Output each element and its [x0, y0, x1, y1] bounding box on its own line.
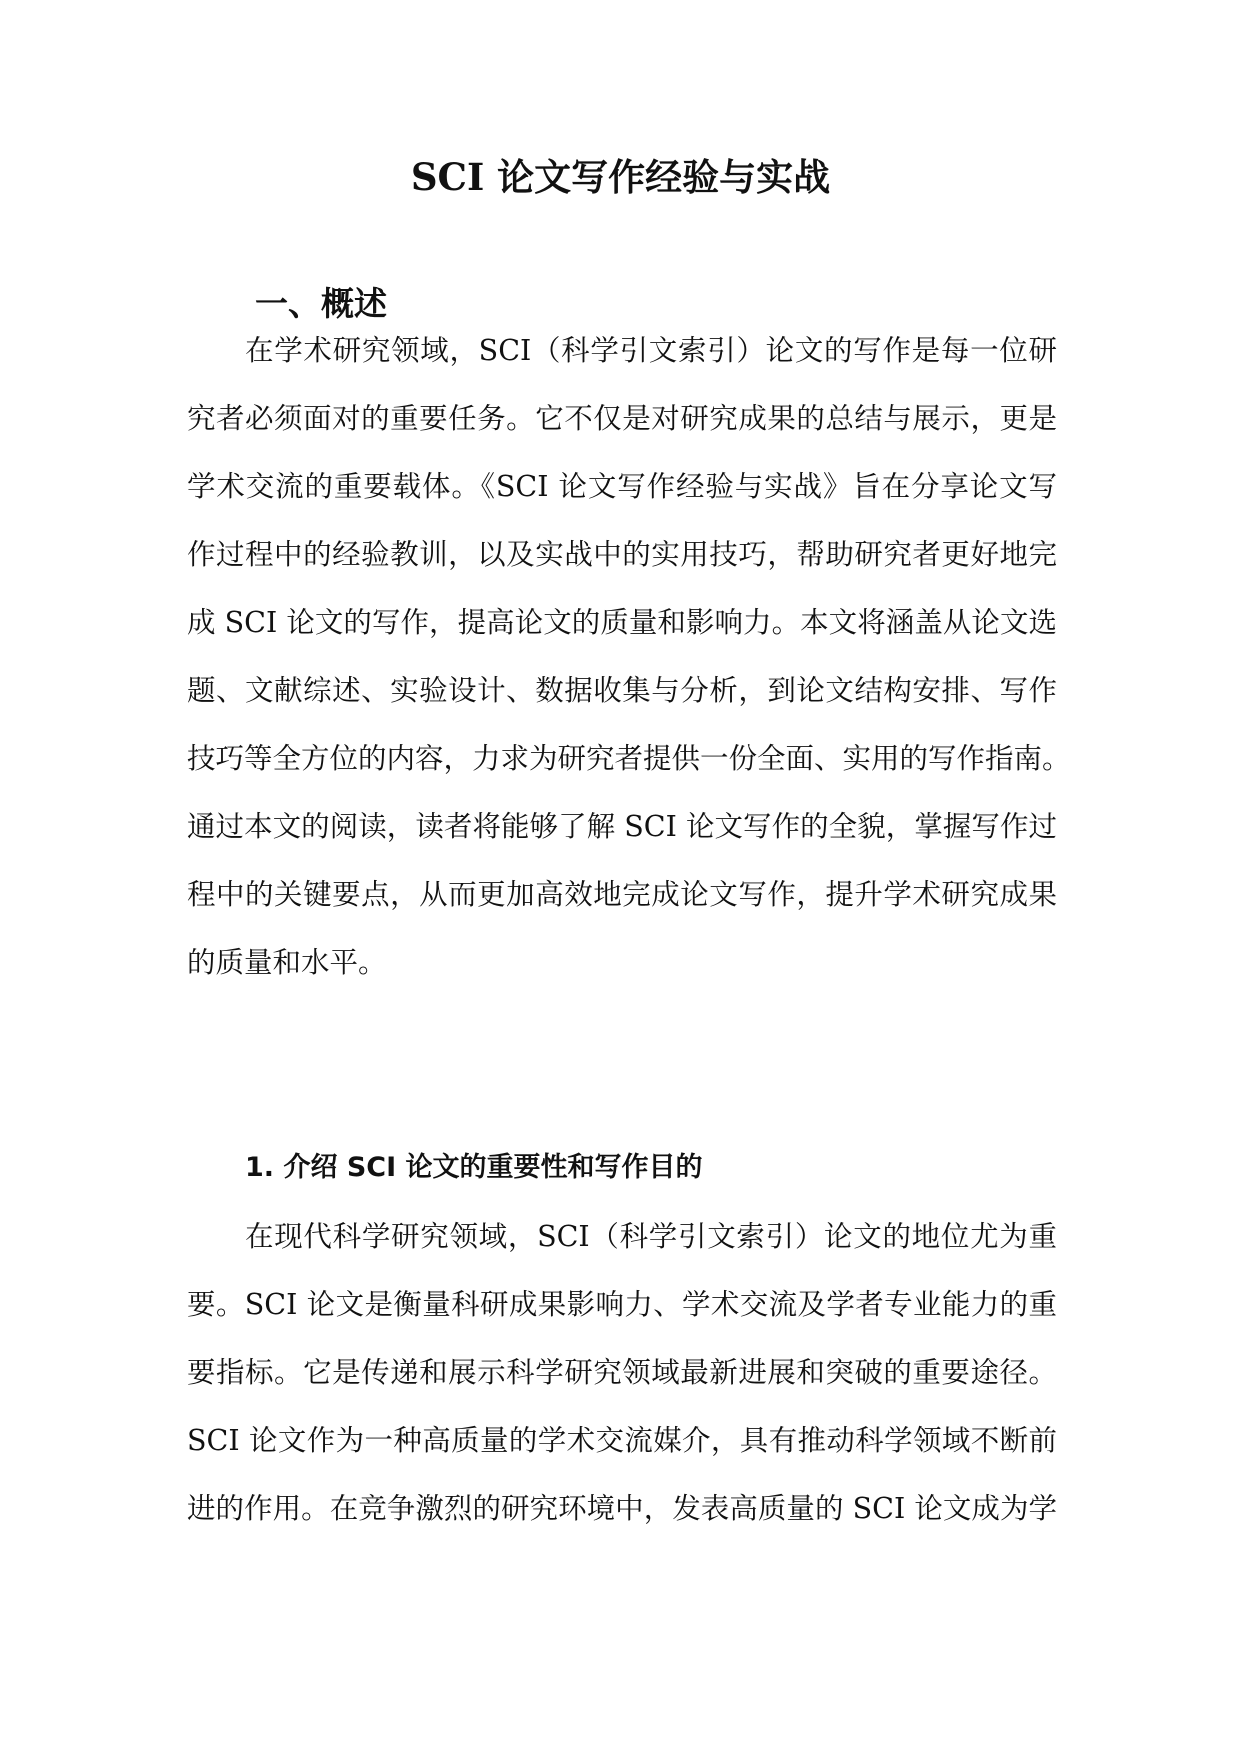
section-heading-overview: 一、概述 [255, 284, 387, 323]
paragraph-line: 在现代科学研究领域，SCI（科学引文索引）论文的地位尤为重 [245, 1220, 1057, 1253]
paragraph-line: 的质量和水平。 [187, 946, 387, 979]
paragraph-line: 在学术研究领域，SCI（科学引文索引）论文的写作是每一位研 [245, 334, 1057, 367]
paragraph-line: 学术交流的重要载体。《SCI 论文写作经验与实战》旨在分享论文写 [187, 470, 1057, 503]
paragraph-line: SCI 论文作为一种高质量的学术交流媒介，具有推动科学领域不断前 [187, 1424, 1057, 1457]
paragraph-line: 究者必须面对的重要任务。它不仅是对研究成果的总结与展示，更是 [187, 402, 1057, 435]
paragraph-line: 进的作用。在竞争激烈的研究环境中，发表高质量的 SCI 论文成为学 [187, 1492, 1057, 1525]
paragraph-line: 技巧等全方位的内容，力求为研究者提供一份全面、实用的写作指南。 [187, 742, 1071, 775]
paragraph-line: 题、文献综述、实验设计、数据收集与分析，到论文结构安排、写作 [187, 674, 1057, 707]
paragraph-line: 程中的关键要点，从而更加高效地完成论文写作，提升学术研究成果 [187, 878, 1057, 911]
paragraph-line: 作过程中的经验教训，以及实战中的实用技巧，帮助研究者更好地完 [187, 538, 1057, 571]
document-title: SCI 论文写作经验与实战 [410, 155, 831, 199]
subsection-heading-importance: 1. 介绍 SCI 论文的重要性和写作目的 [245, 1152, 703, 1183]
paragraph-line: 要指标。它是传递和展示科学研究领域最新进展和突破的重要途径。 [187, 1356, 1057, 1389]
paragraph-line: 通过本文的阅读，读者将能够了解 SCI 论文写作的全貌，掌握写作过 [187, 810, 1057, 843]
paragraph-line: 成 SCI 论文的写作，提高论文的质量和影响力。本文将涵盖从论文选 [187, 606, 1057, 639]
paragraph-line: 要。SCI 论文是衡量科研成果影响力、学术交流及学者专业能力的重 [187, 1288, 1057, 1321]
